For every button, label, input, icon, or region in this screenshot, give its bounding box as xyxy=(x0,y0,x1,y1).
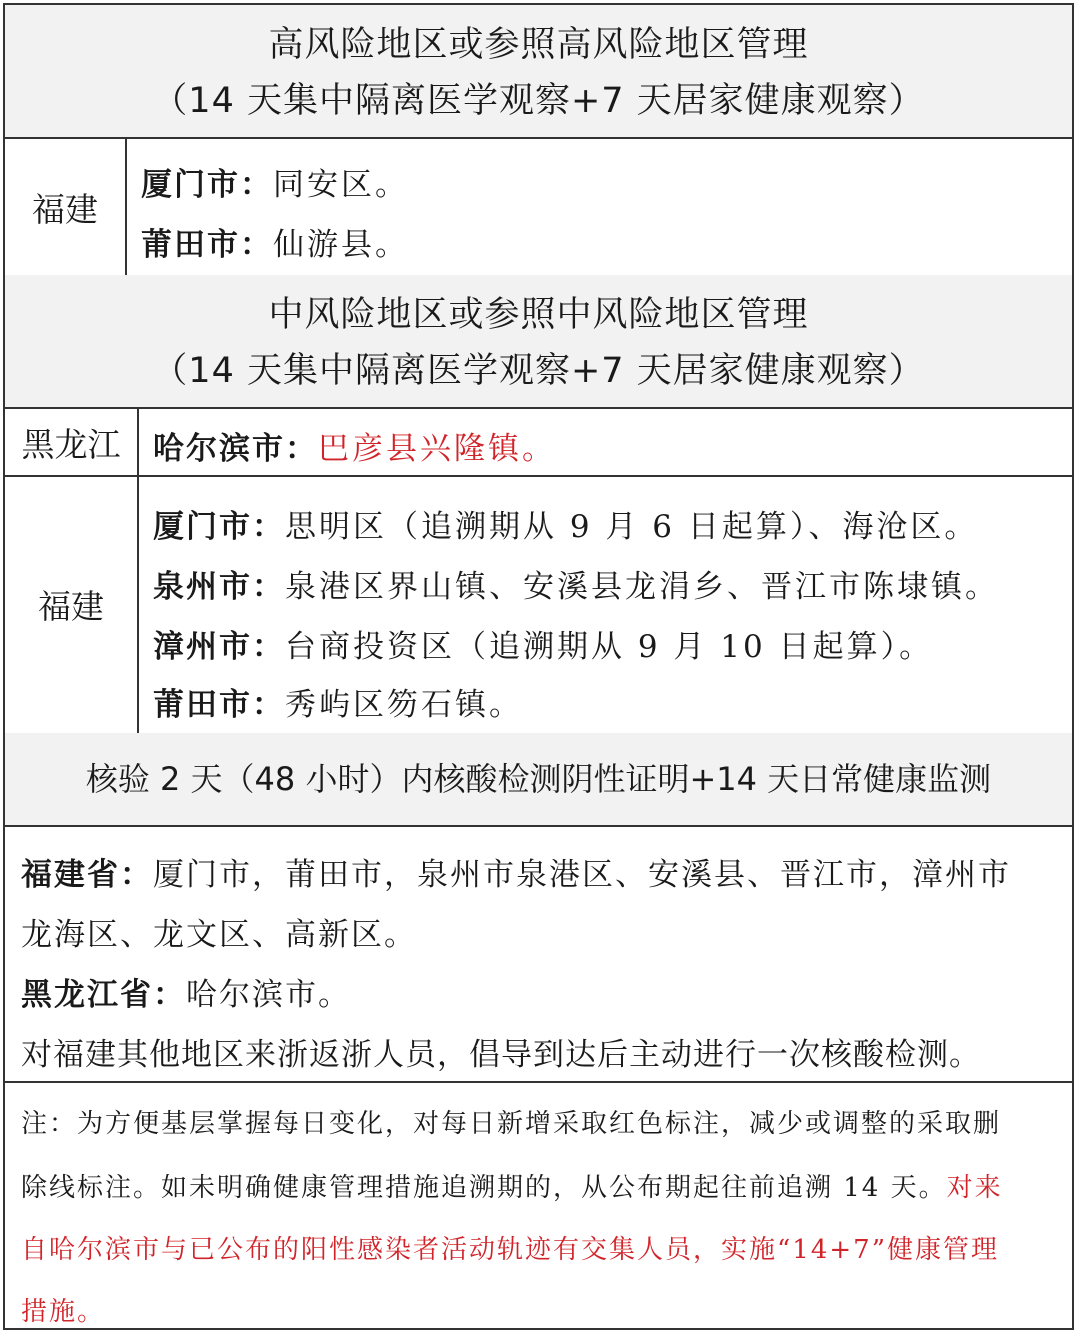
area-text: 秀屿区笏石镇。 xyxy=(285,687,523,723)
city-name: 厦门市： xyxy=(153,509,285,545)
verification-line xyxy=(21,969,351,1014)
province-cell: 福建 xyxy=(5,475,139,733)
province-cell: 黑龙江 xyxy=(5,409,139,475)
note-red-text: 对来 xyxy=(946,1173,1003,1203)
area-text: 同安区。 xyxy=(273,167,409,203)
note-line xyxy=(21,1229,999,1266)
advice-text: 对福建其他地区来浙返浙人员，倡导到达后主动进行一次核酸检测。 xyxy=(21,1037,981,1073)
note-line xyxy=(21,1103,1001,1140)
verification-body xyxy=(5,827,1072,1083)
area-text: 仙游县。 xyxy=(273,227,409,263)
verification-title: 核验 2 天（48 小时）内核酸检测阴性证明+14 天日常健康监测 xyxy=(85,760,992,798)
high-risk-subtitle: （14 天集中隔离医学观察+7 天居家健康观察） xyxy=(152,81,925,121)
city-entry xyxy=(153,679,523,724)
city-name: 莆田市： xyxy=(153,687,285,723)
verification-line xyxy=(21,849,1011,894)
note-text: 注：为方便基层掌握每日变化，对每日新增采取红色标注，减少或调整的采取删 xyxy=(21,1109,1002,1139)
medium-risk-header xyxy=(5,275,1072,409)
city-entry xyxy=(153,621,933,666)
city-name: 莆田市： xyxy=(141,227,273,263)
high-risk-header xyxy=(5,5,1072,139)
high-risk-row-fujian xyxy=(5,139,1072,277)
note-section xyxy=(5,1081,1072,1328)
province-label: 福建省： xyxy=(21,857,153,893)
city-entry xyxy=(153,561,999,606)
area-list xyxy=(153,475,1072,733)
verification-header xyxy=(5,733,1072,827)
area-list xyxy=(141,139,1072,275)
city-name: 漳州市： xyxy=(153,629,285,665)
medium-risk-subtitle: （14 天集中隔离医学观察+7 天居家健康观察） xyxy=(152,351,925,391)
note-line xyxy=(21,1291,105,1328)
medium-risk-row-fujian xyxy=(5,475,1072,735)
city-name: 哈尔滨市： xyxy=(153,431,318,467)
city-entry xyxy=(153,501,978,546)
city-name: 泉州市： xyxy=(153,569,285,605)
verification-line xyxy=(21,909,417,954)
area-list xyxy=(153,409,1072,475)
province-cell: 福建 xyxy=(5,139,127,275)
area-text: 泉港区界山镇、安溪县龙涓乡、晋江市陈埭镇。 xyxy=(285,569,999,605)
note-red-text: 措施。 xyxy=(21,1297,106,1327)
verification-line xyxy=(21,1029,981,1074)
medium-risk-title: 中风险地区或参照中风险地区管理 xyxy=(268,295,809,335)
city-entry xyxy=(153,423,556,468)
note-red-text: 自哈尔滨市与已公布的阳性感染者活动轨迹有交集人员，实施“14+7”健康管理 xyxy=(21,1235,999,1265)
area-text: 龙海区、龙文区、高新区。 xyxy=(21,917,417,953)
medium-risk-row-heilongjiang xyxy=(5,409,1072,477)
note-line xyxy=(21,1167,1003,1204)
province-label: 黑龙江省： xyxy=(21,977,186,1013)
city-entry xyxy=(141,159,409,204)
new-area-text: 巴彦县兴隆镇。 xyxy=(318,431,556,467)
risk-area-table xyxy=(3,3,1074,1330)
area-text: 厦门市，莆田市，泉州市泉港区、安溪县、晋江市，漳州市 xyxy=(153,857,1011,893)
high-risk-title: 高风险地区或参照高风险地区管理 xyxy=(268,25,809,65)
area-text: 哈尔滨市。 xyxy=(186,977,351,1013)
area-text: 思明区（追溯期从 9 月 6 日起算）、海沧区。 xyxy=(285,509,979,545)
area-text: 台商投资区（追溯期从 9 月 10 日起算）。 xyxy=(285,629,934,665)
note-text: 除线标注。如未明确健康管理措施追溯期的，从公布期起往前追溯 14 天。 xyxy=(21,1173,947,1203)
city-entry xyxy=(141,219,409,264)
city-name: 厦门市： xyxy=(141,167,273,203)
